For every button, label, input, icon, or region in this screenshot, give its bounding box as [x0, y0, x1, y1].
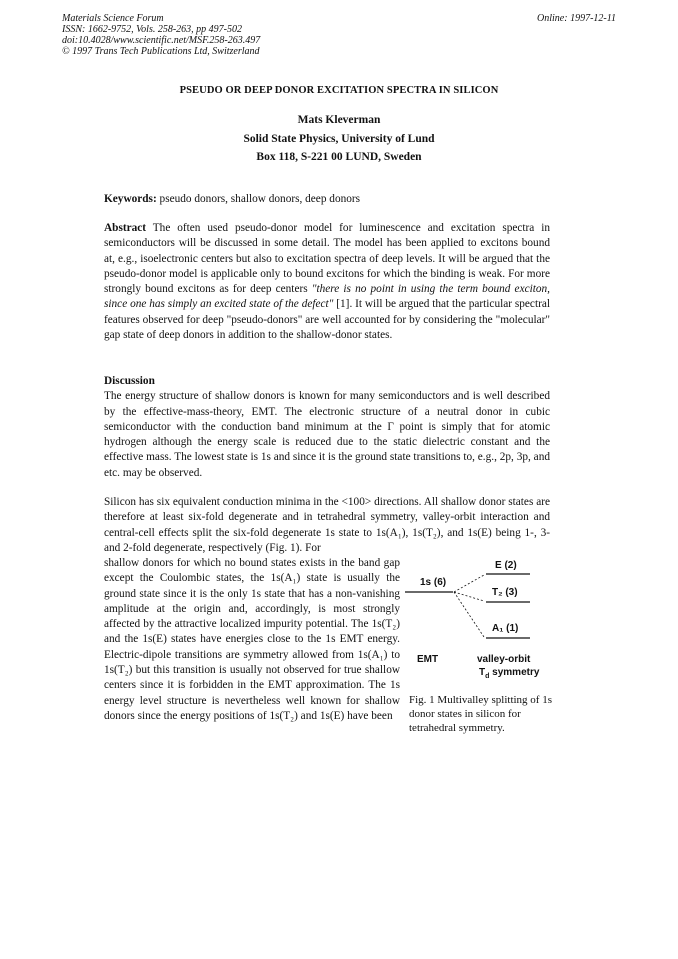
abstract-label: Abstract: [104, 222, 147, 234]
keywords-text: pseudo donors, shallow donors, deep donors: [159, 193, 361, 205]
td-symmetry-label: [479, 667, 539, 680]
abstract-text-1: The often used pseudo-donor model for luminescence and excitation spectra in semiconductors will be discussed in some detail. The model has been applied to excitons bound at, e.g., isoelectronic centers but also to excitation spectra of deep levels. It will be argued that the pseudo-donor model is applicable only to bound excitons for which the binding is weak. For more strongly bound excitons as for deep centers: [104, 222, 551, 296]
level-E-label: E (2): [495, 560, 517, 571]
connector-T2: [454, 592, 484, 601]
level-1s-label: 1s (6): [420, 577, 447, 588]
td-subscript: d: [485, 673, 490, 680]
level-T2-label: T₂ (3): [492, 587, 518, 598]
level-A1-label: A₁ (1): [492, 623, 519, 634]
online-date: Online: 1997-12-11: [537, 13, 616, 24]
abstract-quote: "there is no point in using the term bound exciton, since one has simply an excited state of the defect": [104, 283, 550, 311]
paper-title: PSEUDO OR DEEP DONOR EXCITATION SPECTRA IN SILICON: [179, 85, 499, 96]
keywords-label: Keywords:: [104, 193, 157, 205]
author-name: Mats Kleverman: [297, 114, 381, 126]
connector-A1: [454, 592, 484, 637]
author-affiliation: Solid State Physics, University of Lund: [243, 133, 435, 145]
emt-label: EMT: [417, 654, 439, 665]
copyright: © 1997 Trans Tech Publications Ltd, Switzerland: [62, 46, 260, 57]
discussion-section: [104, 374, 550, 481]
symmetry-label: symmetry: [492, 667, 540, 678]
keywords: [104, 192, 550, 207]
valley-orbit-label: valley-orbit: [477, 654, 531, 665]
abstract-text-2: [1]. It will be argued that the particular spectral features observed for deep "pseudo-donors" are well accounted for by considering the "molecular" gap state of deep donors in addition to the shallow-donor states.: [104, 298, 550, 342]
abstract: [104, 221, 550, 343]
figure-1-caption: Fig. 1 Multivalley splitting of 1s donor states in silicon for tetrahedral symmetry.: [409, 694, 553, 734]
journal-name: Materials Science Forum: [62, 13, 164, 24]
discussion-paragraph-1: The energy structure of shallow donors is known for many semiconductors and is well described by the effective-mass-theory, EMT. The electronic structure of a neutral donor in cubic semiconductor with the conduction band minimum at the Γ point is simply that for atomic hydrogen although the energy scale is reduced due to the static dielectric constant and the effective mass. The lowest state is 1s and since it is the ground state transitions to, e.g., 2p, 3p, and etc. may be observed.: [104, 390, 550, 479]
author-address: Box 118, S-221 00 LUND, Sweden: [256, 151, 422, 163]
discussion-paragraph-2: Silicon has six equivalent conduction minima in the <100> directions. All shallow donor states are therefore at least six-fold degenerate and in tetrahedral symmetry, valley-orbit interaction and central-cell effects split the six-fold degenerate 1s state to 1s(A₁), 1s(T₂), and 1s(E) being 1-, 3- and 2-fold degenerate, respectively (Fig. 1). For: [104, 496, 550, 554]
connector-E: [454, 575, 484, 592]
issn: ISSN: 1662-9752, Vols. 258-263, pp 497-502: [62, 24, 242, 35]
discussion-paragraph-3: shallow donors for which no bound states exists in the band gap except the Coulombic states, the 1s(A₁) state is usually the ground state since it is the only 1s state that has a non-vanishing amplitude at the origin and, accordingly, is most strongly affected by the attractive localized impurity potential. The 1s(T₂) and the 1s(E) states have energies close to the 1s EMT energy. Electric-dipole transitions are symmetry allowed from 1s(A₁) to 1s(T₂) but this transition is usually not observed for true shallow centers since it is forbidden in the EMT approximation. The 1s energy level structure is nevertheless well known for shallow donors since the energy positions of 1s(T₂) and 1s(E) have been: [104, 557, 400, 722]
discussion-heading: Discussion: [104, 375, 155, 387]
publication-info: [62, 13, 260, 57]
doi[interactable]: doi:10.4028/www.scientific.net/MSF.258-263.497: [62, 35, 261, 46]
td-label: T: [479, 667, 486, 678]
